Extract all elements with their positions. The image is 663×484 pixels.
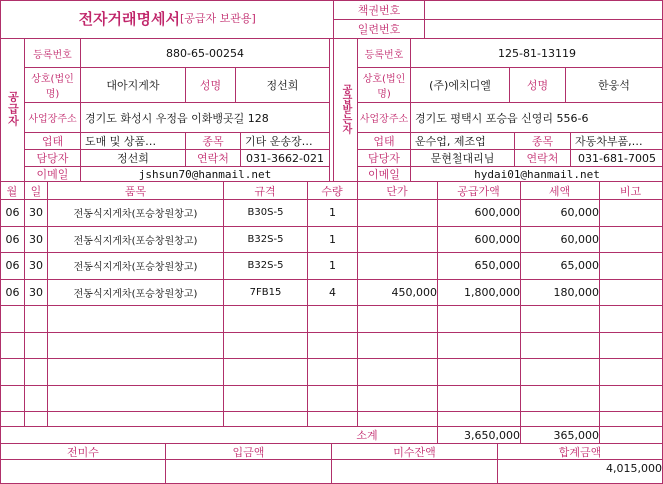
supplier-ceo-label: 성명 — [199, 79, 222, 92]
receiver-phone-label: 연락처 — [526, 152, 559, 165]
cell-spec: B32S-5 — [247, 234, 284, 245]
supplier-item: 기타 운송장… — [245, 135, 313, 148]
col-header-note: 비고 — [619, 184, 642, 198]
supplier-manager-label: 담당자 — [36, 152, 69, 165]
cell-tax: 65,000 — [560, 259, 599, 272]
serial-no-label: 일련번호 — [357, 22, 401, 36]
receiver-side-label: 공급받는자 — [340, 84, 351, 134]
cell-supply: 600,000 — [474, 206, 520, 219]
cell-day: 30 — [29, 206, 43, 219]
cell-tax: 180,000 — [553, 286, 599, 299]
supplier-phone: 031-3662-021 — [246, 151, 324, 165]
receiver-item-label: 종목 — [531, 135, 554, 148]
cell-qty: 1 — [329, 259, 336, 272]
cell-tax: 60,000 — [560, 233, 599, 246]
col-header-spec: 규격 — [254, 184, 276, 198]
receiver-name-label: 상호(법인명) — [362, 74, 406, 100]
cell-supply: 650,000 — [474, 259, 520, 272]
subtotal-supply: 3,650,000 — [464, 428, 520, 442]
supplier-ceo: 정선희 — [266, 79, 299, 92]
supplier-email-label: 이메일 — [36, 168, 69, 181]
subtotal-label: 소계 — [356, 429, 378, 442]
cell-item: 전동식지게차(포승창원창고) — [73, 236, 198, 247]
cell-item: 전동식지게차(포승창원창고) — [73, 262, 198, 273]
receiver-email[interactable]: hydai01@hanmail.net — [474, 167, 600, 181]
prev-unpaid-label: 전미수 — [67, 445, 99, 459]
cell-qty: 1 — [329, 233, 336, 246]
receiver-addr-label: 사업장주소 — [359, 114, 409, 125]
col-header-tax: 세액 — [548, 184, 571, 198]
grand-total: 4,015,000 — [606, 461, 662, 475]
supplier-addr-label: 사업장주소 — [28, 114, 77, 125]
cell-day: 30 — [29, 233, 43, 246]
cell-price — [358, 200, 441, 225]
supplier-reg-label: 등록번호 — [33, 49, 72, 61]
grand-total-label: 합계금액 — [558, 445, 602, 459]
supplier-name-label: 상호(법인명) — [31, 74, 74, 100]
supplier-name: 대아지게차 — [106, 79, 160, 92]
receiver-reg-label: 등록번호 — [364, 49, 404, 61]
cell-price — [358, 227, 441, 252]
cell-spec: 7FB15 — [249, 287, 282, 298]
cell-supply: 1,800,000 — [464, 286, 520, 299]
col-header-qty: 수량 — [321, 184, 343, 198]
cell-price — [358, 253, 441, 278]
supplier-email[interactable]: jshsun70@hanmail.net — [138, 167, 272, 181]
receiver-reg-no: 125-81-13119 — [498, 46, 576, 60]
col-header-price: 단가 — [386, 184, 408, 198]
cell-spec: B30S-5 — [247, 207, 284, 218]
col-header-day: 일 — [30, 184, 42, 198]
document-subtitle: [공급자 보관용] — [180, 12, 256, 25]
cell-note — [600, 227, 663, 252]
payment-label: 입금액 — [232, 445, 265, 459]
cell-spec: B32S-5 — [247, 260, 284, 271]
supplier-side-label: 공급자 — [6, 91, 20, 127]
cell-month: 06 — [5, 206, 20, 219]
receiver-name: (주)에치디엘 — [429, 79, 491, 92]
cell-item: 전동식지게차(포승창원창고) — [73, 289, 198, 300]
supplier-addr: 경기도 화성시 우정읍 이화뱅곳길 128 — [85, 111, 269, 125]
supplier-phone-label: 연락처 — [197, 152, 229, 165]
cell-qty: 1 — [329, 206, 336, 219]
book-no-label: 책권번호 — [357, 3, 401, 17]
col-header-supply: 공급가액 — [457, 184, 500, 198]
receiver-phone: 031-681-7005 — [578, 151, 656, 165]
cell-supply: 600,000 — [474, 233, 520, 246]
cell-month: 06 — [5, 259, 20, 272]
receiver-item: 자동차부품,… — [575, 135, 643, 148]
cell-price: 450,000 — [391, 286, 437, 299]
supplier-reg-no: 880-65-00254 — [166, 46, 244, 60]
cell-note — [600, 200, 663, 225]
col-header-month: 월 — [6, 184, 18, 198]
receiver-addr: 경기도 평택시 포승읍 신영리 556-6 — [415, 111, 589, 125]
receiver-email-label: 이메일 — [368, 168, 400, 181]
receiver-ceo: 한웅석 — [598, 79, 630, 92]
receiver-biz-label: 업태 — [373, 135, 395, 148]
document-title: 전자거래명세서 — [78, 9, 180, 28]
supplier-biz: 도매 및 상품… — [85, 135, 157, 148]
cell-tax: 60,000 — [560, 206, 599, 219]
supplier-manager: 정선희 — [117, 152, 149, 165]
cell-qty: 4 — [329, 286, 336, 299]
subtotal-tax: 365,000 — [553, 428, 599, 442]
supplier-item-label: 종목 — [202, 135, 224, 148]
cell-month: 06 — [5, 286, 20, 299]
supplier-biz-label: 업태 — [41, 135, 64, 148]
cell-item: 전동식지게차(포승창원창고) — [73, 209, 198, 220]
receiver-biz: 운수업, 제조업 — [415, 135, 486, 148]
balance-label: 미수잔액 — [393, 445, 436, 459]
receiver-manager: 문현철대리님 — [430, 152, 495, 165]
cell-day: 30 — [29, 259, 43, 272]
receiver-manager-label: 담당자 — [368, 152, 400, 165]
receiver-ceo-label: 성명 — [526, 79, 549, 92]
cell-day: 30 — [29, 286, 43, 299]
col-header-item: 품목 — [124, 184, 147, 198]
cell-month: 06 — [5, 233, 20, 246]
cell-note — [600, 280, 663, 305]
cell-note — [600, 253, 663, 278]
